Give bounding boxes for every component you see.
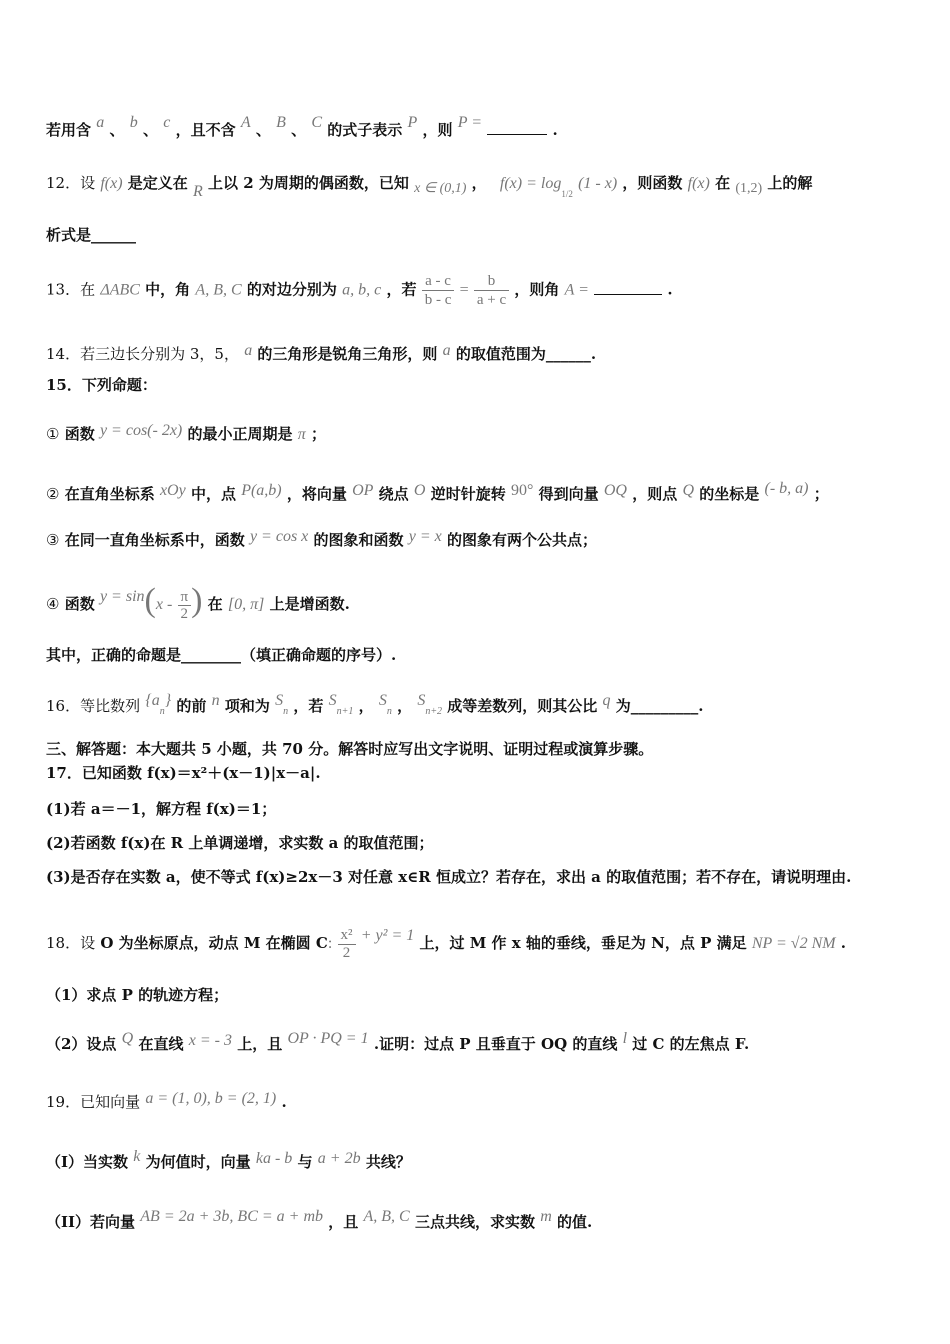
text: 的图象有两个公共点； — [446, 531, 597, 549]
proposition-marker: ① — [46, 425, 60, 443]
text: （II）若向量 — [46, 1213, 136, 1231]
text: .证明：过点 P 且垂直于 OQ 的直线 — [373, 1035, 618, 1053]
math-S: S — [328, 692, 337, 709]
math-vector-OQ: OQ — [603, 482, 627, 499]
math-fx: f(x) — [100, 175, 123, 192]
question-19 — [46, 1088, 910, 1113]
question-17-part-2 — [46, 832, 910, 854]
math-line: x = - 3 — [188, 1032, 232, 1049]
question-18 — [46, 916, 910, 961]
text: 在 — [715, 174, 731, 192]
proposition-2 — [46, 478, 910, 505]
text: 上以 2 为周期的偶函数，已知 — [208, 174, 409, 192]
question-17-part-1 — [46, 798, 910, 820]
text: 、 — [142, 121, 158, 139]
math-b: b — [129, 114, 138, 131]
math-log: f(x) = log — [499, 175, 562, 192]
text: 函数 — [64, 425, 95, 443]
math-a: a — [442, 342, 451, 359]
math-B: B — [276, 114, 286, 131]
text: 在同一直角坐标系中，函数 — [64, 531, 245, 549]
text: （2）设点 — [46, 1035, 117, 1053]
question-17 — [46, 762, 910, 784]
text: 上，过 M 作 x 轴的垂线，垂足为 N，点 P 满足 — [419, 934, 747, 952]
math-vector-2: a + 2b — [317, 1150, 361, 1167]
frac-den: 2 — [338, 944, 356, 962]
text: 的对边分别为 — [246, 280, 337, 299]
text: 在 — [207, 595, 223, 613]
text: 17．已知函数 f(x)＝x²＋(x－1)|x－a|. — [46, 764, 321, 782]
text: (1)若 a＝－1，解方程 f(x)＝1； — [46, 800, 277, 818]
answer-blank — [594, 280, 662, 295]
math-interval: [0, π] — [227, 596, 265, 613]
text: 的值. — [557, 1213, 593, 1231]
question-19-part-2 — [46, 1206, 910, 1233]
text: 上是增函数. — [269, 595, 350, 613]
proposition-marker: ③ — [46, 531, 60, 549]
question-12 — [46, 172, 910, 205]
question-13 — [46, 272, 910, 309]
math-eq: = — [459, 281, 469, 299]
fraction-left — [422, 272, 455, 309]
text: . — [552, 121, 558, 139]
math-triangle: ΔABC — [100, 281, 140, 299]
question-18-part-2 — [46, 1028, 910, 1055]
math-a: a — [244, 342, 253, 359]
question-number: 12．设 — [46, 174, 96, 192]
q11-continuation — [46, 112, 910, 141]
math-P: P — [407, 114, 418, 131]
frac-den: a + c — [474, 290, 509, 309]
text: 的取值范围为______. — [455, 345, 597, 363]
math-log-base: 1/2 — [561, 189, 573, 199]
frac-den: b - c — [422, 290, 455, 309]
text: . — [667, 280, 673, 299]
text: 的前 — [176, 697, 207, 715]
math-Q: Q — [121, 1030, 134, 1047]
math-k: k — [133, 1148, 141, 1165]
math-A: A — [240, 114, 251, 131]
proposition-marker: ② — [46, 485, 60, 503]
text: （1）求点 P 的轨迹方程； — [46, 986, 229, 1004]
text: 在直角坐标系 — [64, 485, 155, 503]
text: ，则 — [422, 121, 453, 139]
math-n: n — [211, 692, 220, 709]
fraction-right — [474, 272, 509, 309]
text: 绕点 — [378, 485, 409, 503]
math-cos: y = cos x — [249, 528, 309, 545]
math-point-Q: Q — [682, 482, 695, 499]
frac-num: π — [180, 588, 189, 605]
text: 中，角 — [145, 280, 191, 299]
text: . — [281, 1093, 287, 1111]
text: 、 — [255, 121, 271, 139]
text: （I）当实数 — [46, 1153, 129, 1171]
text: ，若 — [386, 280, 417, 299]
text: ，且 — [328, 1213, 359, 1231]
math-function: y = cos(- 2x) — [99, 422, 183, 439]
text: 过 C 的左焦点 F. — [632, 1035, 750, 1053]
text: ， — [397, 697, 413, 715]
math-coordinate: (- b, a) — [764, 480, 809, 497]
math-S: S — [378, 692, 387, 709]
text: 的最小正周期是 — [187, 425, 293, 443]
math-log-arg: (1 - x) — [578, 175, 618, 192]
math-subscript: n — [386, 706, 392, 717]
text: 得到向量 — [538, 485, 599, 503]
text: ； — [813, 485, 829, 503]
math-pi: π — [297, 426, 306, 443]
text: (2)若函数 f(x)在 R 上单调递增，求实数 a 的取值范围； — [46, 834, 434, 852]
text: 的坐标是 — [699, 485, 760, 503]
section-3-header — [46, 738, 910, 760]
math-P-eq: P = — [457, 114, 483, 131]
question-16: 16．等比数列 $\{a_n\}$ 的前 n 项和为 $S_n$ ，若 $S_{n+1}$ ， $S_n$ ， $S_{n+2}$ 成等差数列，则其公比 q 为_________. — [46, 692, 704, 717]
math-degree: 90° — [510, 482, 534, 499]
math-a: a — [96, 114, 105, 131]
math-points: A, B, C — [363, 1208, 410, 1225]
text: ，且不含 — [175, 121, 236, 139]
frac-num: b — [487, 273, 496, 289]
text: O 为坐标原点，动点 M 在椭圆 C — [100, 934, 328, 952]
text: 是定义在 — [127, 174, 188, 192]
question-15 — [46, 374, 910, 396]
text: 其中，正确的命题是________（填正确命题的序号）. — [46, 646, 397, 664]
text: ，则点 — [632, 485, 678, 503]
math-angles: A, B, C — [195, 281, 242, 299]
answer-blank — [487, 120, 547, 135]
proposition-marker: ④ — [46, 595, 60, 613]
math-c: c — [163, 114, 171, 131]
math-interval: (1,2) — [735, 181, 763, 196]
math-identity: y = x — [408, 528, 442, 545]
math-subscript: n — [283, 706, 289, 717]
frac-den: 2 — [178, 605, 192, 622]
question-number: 18．设 — [46, 934, 96, 952]
math-vector-OP: OP — [352, 482, 374, 499]
text: 函数 — [64, 595, 95, 613]
fraction-pi-2 — [178, 589, 192, 622]
frac-num: x² — [340, 926, 353, 943]
math-S: S — [275, 692, 284, 709]
math-sides: a, b, c — [342, 281, 382, 299]
text: 为_________. — [615, 697, 704, 715]
math-vector-relation: NP = √2 NM — [751, 935, 836, 952]
text: 中，点 — [190, 485, 236, 503]
text: 上的解 — [767, 174, 813, 192]
math-S: S — [417, 692, 426, 709]
text: ，若 — [293, 697, 324, 715]
math-C: C — [311, 114, 323, 131]
text: 的三角形是锐角三角形，则 — [257, 345, 438, 363]
text: 共线？ — [365, 1153, 411, 1171]
math-A: A = — [564, 281, 589, 299]
math-colon: : — [327, 935, 333, 952]
math-vectors: AB = 2a + 3b, BC = a + mb — [140, 1208, 324, 1225]
text: 与 — [297, 1153, 313, 1171]
math-domain: x ∈ (0,1) — [414, 181, 467, 196]
math-dot-product: OP · PQ = 1 — [287, 1030, 369, 1047]
text: 三点共线，求实数 — [414, 1213, 535, 1231]
text: 逆时针旋转 — [430, 485, 506, 503]
math-l: l — [622, 1030, 628, 1047]
text: 项和为 — [224, 697, 270, 715]
question-number: 14．若三边长分别为 3，5， — [46, 345, 239, 363]
text: 、 — [291, 121, 307, 139]
text: 为何值时，向量 — [145, 1153, 251, 1171]
text: . — [840, 934, 847, 952]
math-point-O: O — [413, 482, 426, 499]
math-sequence: {a — [145, 692, 160, 709]
math-ellipse: + y² = 1 — [360, 927, 415, 944]
math-vectors: a = (1, 0), b = (2, 1) — [145, 1090, 277, 1107]
math-vector-1: ka - b — [255, 1150, 293, 1167]
math-subscript: n+1 — [336, 706, 354, 717]
question-number: 13．在 — [46, 280, 96, 299]
text: ，将向量 — [286, 485, 347, 503]
math-q: q — [602, 692, 611, 709]
text: 的式子表示 — [327, 121, 403, 139]
question-12-cont — [46, 224, 910, 246]
text: 成等差数列，则其公比 — [447, 697, 598, 715]
question-17-part-3 — [46, 866, 910, 888]
math-x: x - — [155, 596, 173, 613]
math-system: xOy — [159, 482, 186, 499]
question-number: 16．等比数列 — [46, 697, 141, 715]
question-14 — [46, 340, 910, 365]
math-subscript: n+2 — [425, 706, 443, 717]
proposition-3 — [46, 526, 910, 551]
text: 若用含 — [46, 121, 92, 139]
question-19-part-1 — [46, 1146, 910, 1173]
text: 、 — [109, 121, 125, 139]
text: ，则函数 — [622, 174, 683, 192]
text: 在直线 — [138, 1035, 184, 1053]
question-number: 19．已知向量 — [46, 1093, 141, 1111]
frac-num: a - c — [425, 273, 451, 289]
section-title: 三、解答题：本大题共 5 小题，共 70 分。解答时应写出文字说明、证明过程或演算步骤。 — [46, 740, 654, 758]
math-R: R — [193, 183, 203, 200]
text: ， — [471, 174, 487, 192]
math-point-P: P(a,b) — [241, 482, 282, 499]
math-subscript: n — [159, 706, 165, 717]
text: 的图象和函数 — [313, 531, 404, 549]
text: ； — [310, 425, 326, 443]
math-sin: y = sin — [99, 588, 145, 605]
text: ， — [358, 697, 374, 715]
fraction-x2-2 — [338, 927, 356, 962]
math-fx: f(x) — [687, 175, 710, 192]
text: (3)是否存在实数 a，使不等式 f(x)≥2x－3 对任意 x∈R 恒成立？若存在，求出 a 的取值范围；若不存在，请说明理由. — [46, 868, 852, 886]
text: ，则角 — [514, 280, 560, 299]
proposition-1 — [46, 420, 910, 446]
text: 析式是______ — [46, 226, 137, 244]
math-m: m — [540, 1208, 552, 1225]
question-15-answer — [46, 644, 910, 666]
text: 上，且 — [237, 1035, 283, 1053]
question-18-part-1 — [46, 984, 910, 1006]
question-title: 15．下列命题： — [46, 376, 157, 394]
proposition-4: ④ 函数 y = sin(x - $\frac{\pi}{2}$ ) 在 [0, π] 上是增函数. — [46, 582, 350, 622]
